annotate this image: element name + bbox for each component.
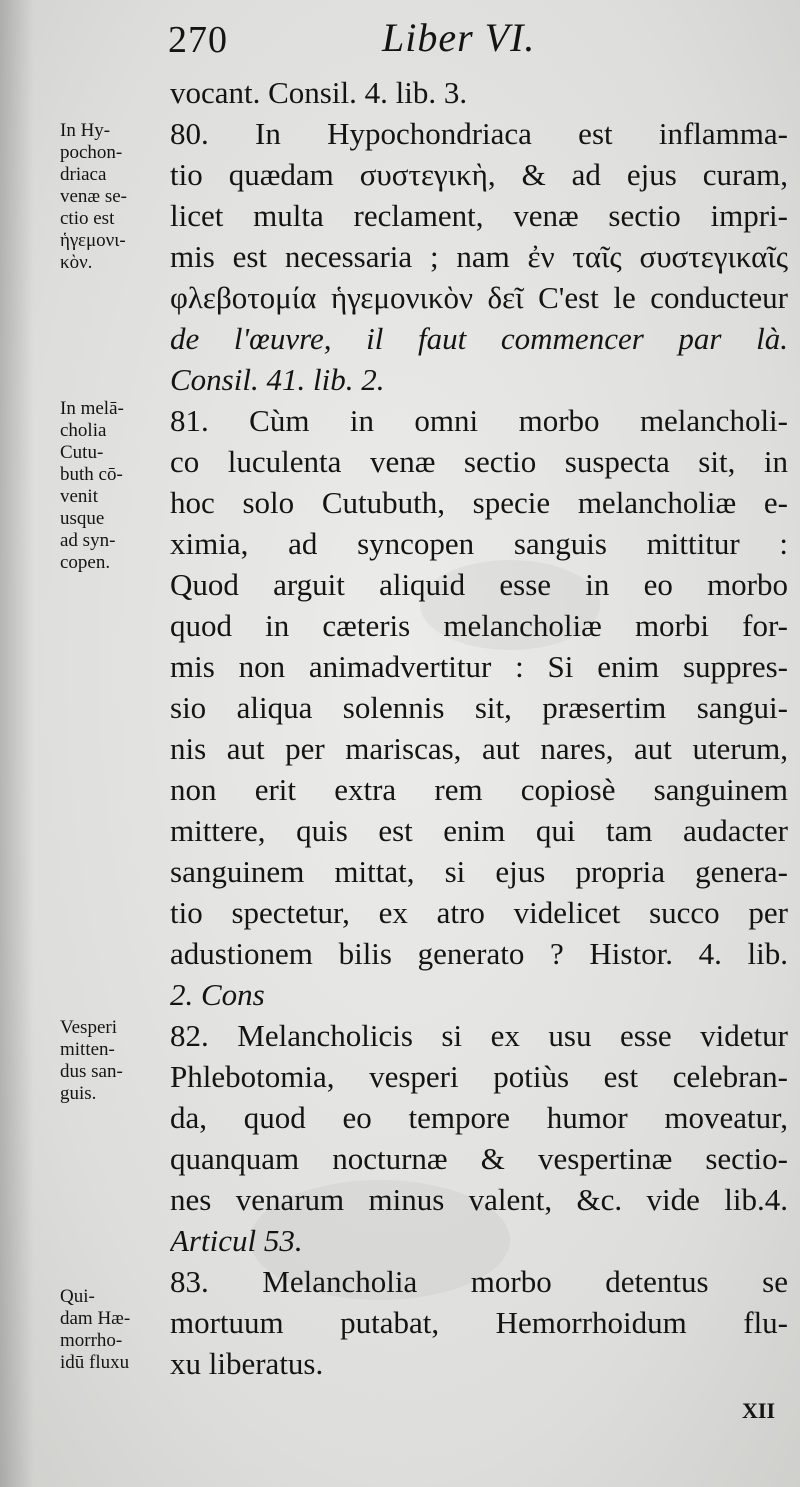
running-title: Liber VI.: [382, 15, 536, 60]
margin-line: buth cō-: [60, 464, 123, 485]
text-line: 82. Melancholicis si ex usu esse videtur: [170, 1018, 788, 1053]
margin-line: copen.: [60, 552, 111, 573]
margin-note-vesperi: [60, 1017, 172, 1105]
catchword: XII: [742, 1398, 776, 1423]
text-line: nis aut per mariscas, aut nares, aut uterum,: [170, 731, 788, 766]
margin-line: ctio est: [60, 208, 115, 229]
text-line: tio quædam συστεγικὴ, & ad ejus curam,: [170, 157, 788, 192]
margin-line: guis.: [60, 1083, 97, 1104]
text-line: mittere, quis est enim qui tam audacter: [170, 813, 788, 848]
margin-line: Cutu-: [60, 442, 104, 463]
text-line: quanquam nocturnæ & vespertinæ sectio-: [170, 1141, 788, 1176]
margin-line: In Hy-: [60, 120, 111, 141]
page-number: 270: [168, 19, 228, 61]
text-line: nes venarum minus valent, &c. vide lib.4.: [170, 1182, 788, 1217]
text-line: quod in cæteris melancholiæ morbi for-: [170, 608, 788, 643]
margin-line: ad syn-: [60, 530, 116, 551]
text-line: Consil. 41. lib. 2.: [170, 362, 385, 397]
text-line: 83. Melancholia morbo detentus se: [170, 1264, 788, 1299]
text-line: Phlebotomia, vesperi potiùs est celebran-: [170, 1059, 788, 1094]
text-line: xu liberatus.: [170, 1346, 324, 1381]
text-line: de l'œuvre, il faut commencer par là.: [170, 321, 788, 356]
margin-line: In melā-: [60, 398, 124, 419]
margin-line: mitten-: [60, 1039, 115, 1060]
text-line: tio spectetur, ex atro videlicet succo per: [170, 895, 788, 930]
text-line: hoc solo Cutubuth, specie melancholiæ e-: [170, 485, 788, 520]
margin-line: κὸν.: [60, 252, 93, 273]
margin-line: venit: [60, 486, 98, 507]
margin-note-hypochondriaca: [60, 120, 172, 274]
text-line: mis est necessaria ; nam ἐν ταῖς συστεγικαῖς: [170, 239, 788, 274]
text-line: mortuum putabat, Hemorrhoidum flu-: [170, 1305, 788, 1340]
text-line: sanguinem mittat, si ejus propria genera-: [170, 854, 788, 889]
margin-line: Qui-: [60, 1286, 95, 1307]
main-text: [170, 72, 788, 1384]
margin-line: ἡγεμονι-: [60, 230, 126, 251]
text-line: co luculenta venæ sectio suspecta sit, in: [170, 444, 788, 479]
text-line: 80. In Hypochondriaca est inflamma-: [170, 116, 788, 151]
text-line: sio aliqua solennis sit, præsertim sangui-: [170, 690, 788, 725]
margin-line: idū fluxu: [60, 1352, 130, 1373]
text-line: licet multa reclament, venæ sectio impri-: [170, 198, 788, 233]
text-line: non erit extra rem copiosè sanguinem: [170, 772, 788, 807]
text-line: Quod arguit aliquid esse in eo morbo: [170, 567, 788, 602]
text-line: 81. Cùm in omni morbo melancholi-: [170, 403, 788, 438]
text-line: 2. Cons: [170, 977, 265, 1012]
margin-line: dus san-: [60, 1061, 123, 1082]
text-line: Articul 53.: [170, 1223, 303, 1258]
text-line: da, quod eo tempore humor moveatur,: [170, 1100, 788, 1135]
margin-line: Vesperi: [60, 1017, 117, 1038]
margin-line: driaca: [60, 164, 107, 185]
gutter-shadow: [0, 0, 34, 1487]
margin-note-haemorrhoides: [60, 1286, 172, 1374]
margin-line: usque: [60, 508, 105, 529]
margin-line: cholia: [60, 420, 107, 441]
margin-line: morrho-: [60, 1330, 123, 1351]
margin-line: venæ se-: [60, 186, 128, 207]
margin-line: dam Hæ-: [60, 1308, 131, 1329]
text-line: vocant. Consil. 4. lib. 3.: [170, 75, 468, 110]
text-line: φλεβοτομία ἡγεμονικὸν δεῖ C'est le conducteur: [170, 280, 788, 315]
text-line: ximia, ad syncopen sanguis mittitur :: [170, 526, 788, 561]
text-line: adustionem bilis generato ? Histor. 4. lib.: [170, 936, 788, 971]
text-line: mis non animadvertitur : Si enim suppres-: [170, 649, 788, 684]
margin-note-melancholia: [60, 398, 172, 574]
page-header: [0, 14, 800, 74]
margin-line: pochon-: [60, 142, 123, 163]
